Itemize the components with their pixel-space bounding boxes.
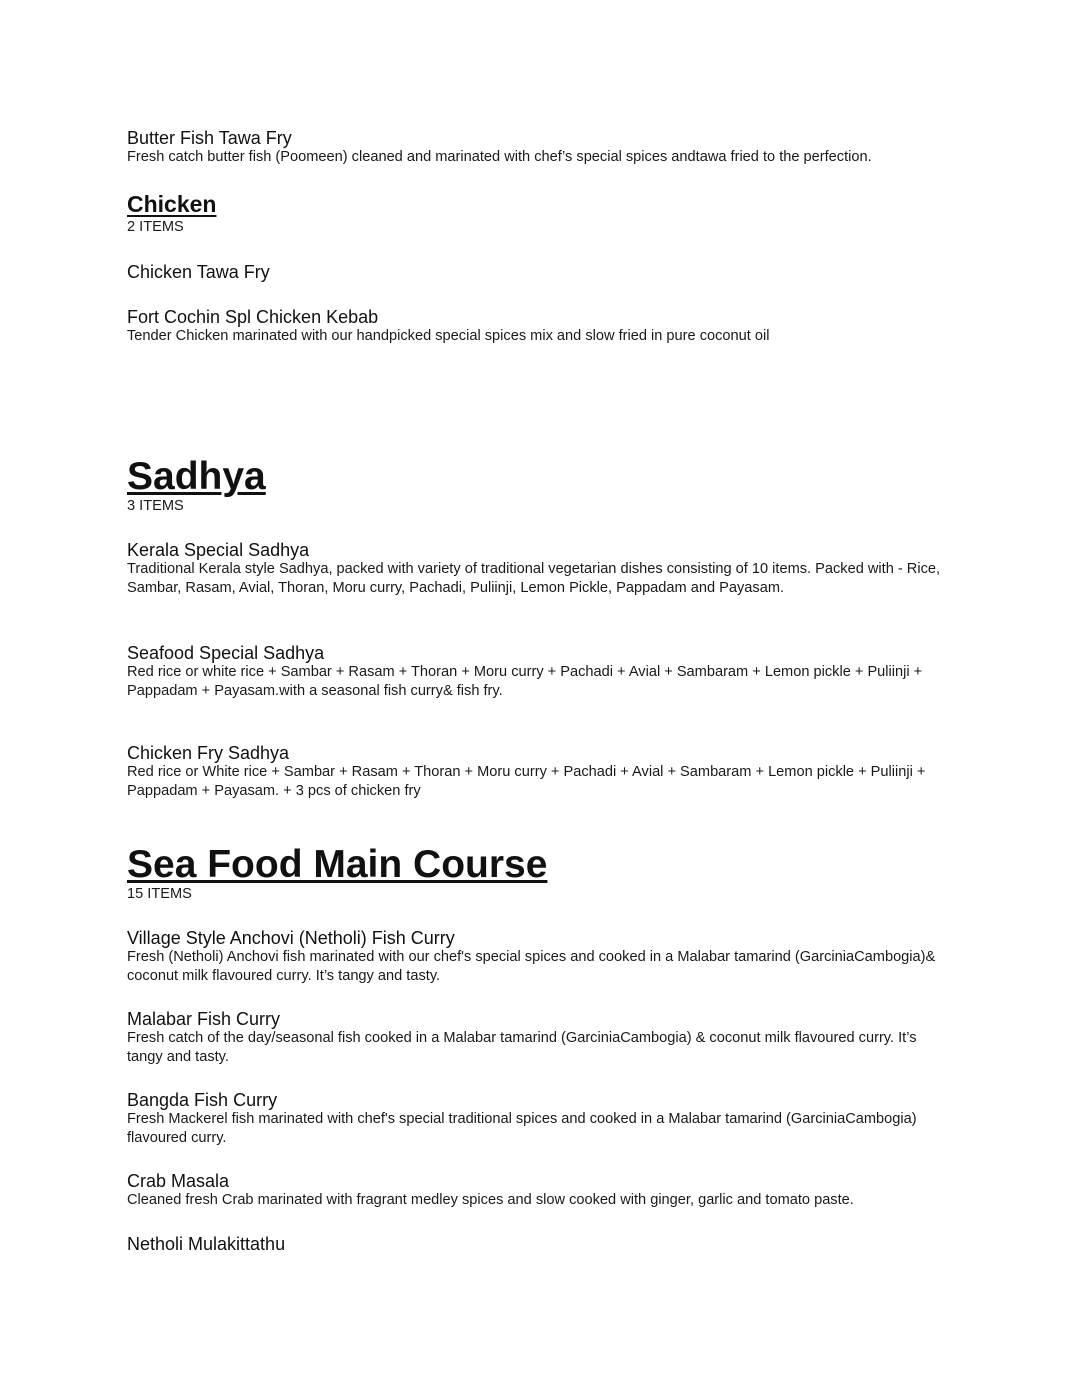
item-name: Netholi Mulakittathu: [127, 1234, 286, 1254]
menu-item-butter-fish: [127, 128, 947, 167]
item-description: Fresh catch of the day/seasonal fish cooked in a Malabar tamarind (GarciniaCambogia) & coconut milk flavoured curry. It’s tangy and tasty.: [127, 1030, 917, 1065]
menu-item-chicken-tawa-fry: [127, 262, 947, 282]
menu-item-kerala-sadhya: [127, 540, 947, 597]
section-title: Sadhya: [127, 455, 266, 498]
section-chicken-header: [127, 191, 947, 236]
menu-item-bangda-fish-curry: [127, 1090, 947, 1147]
item-count: 15 ITEMS: [127, 886, 192, 902]
item-name: Chicken Fry Sadhya: [127, 743, 290, 763]
item-description: Fresh Mackerel fish marinated with chef's special traditional spices and cooked in a Malabar tamarind (GarciniaCambogia) flavoured curry.: [127, 1111, 917, 1146]
item-count: 3 ITEMS: [127, 498, 184, 514]
item-description: Red rice or White rice + Sambar + Rasam + Thoran + Moru curry + Pachadi + Avial + Sambaram + Lemon pickle + Puliinji + Pappadam + Payasam. + 3 pcs of chicken fry: [127, 764, 926, 799]
menu-item-chicken-kebab: [127, 307, 947, 346]
item-name: Fort Cochin Spl Chicken Kebab: [127, 307, 379, 327]
item-name: Butter Fish Tawa Fry: [127, 128, 292, 148]
item-description: Red rice or white rice + Sambar + Rasam + Thoran + Moru curry + Pachadi + Avial + Sambaram + Lemon pickle + Puliinji + Pappadam + Payasam.with a seasonal fish curry& fish fry.: [127, 664, 923, 699]
item-name: Chicken Tawa Fry: [127, 262, 270, 282]
item-description: Fresh (Netholi) Anchovi fish marinated with our chef's special spices and cooked in a Malabar tamarind (GarciniaCambogia)& coconut milk flavoured curry. It’s tangy and tasty.: [127, 949, 936, 984]
item-name: Bangda Fish Curry: [127, 1090, 278, 1110]
menu-item-chicken-fry-sadhya: [127, 743, 947, 800]
item-name: Malabar Fish Curry: [127, 1009, 281, 1029]
item-name: Kerala Special Sadhya: [127, 540, 310, 560]
item-count: 2 ITEMS: [127, 219, 184, 235]
item-description: Tender Chicken marinated with our handpicked special spices mix and slow fried in pure coconut oil: [127, 328, 770, 344]
item-name: Crab Masala: [127, 1171, 230, 1191]
menu-item-crab-masala: [127, 1171, 947, 1210]
section-title: Sea Food Main Course: [127, 843, 548, 886]
item-description: Traditional Kerala style Sadhya, packed with variety of traditional vegetarian dishes consisting of 10 items. Packed with - Rice, Sambar, Rasam, Avial, Thoran, Moru curry, Pachadi, Puliinji, Lemon Pickle, Pappadam and Payasam.: [127, 561, 941, 596]
item-name: Seafood Special Sadhya: [127, 643, 325, 663]
menu-item-anchovi-curry: [127, 928, 947, 985]
menu-item-netholi-mulakittathu: [127, 1234, 947, 1254]
item-name: Village Style Anchovi (Netholi) Fish Curry: [127, 928, 455, 948]
section-title: Chicken: [127, 191, 217, 217]
menu-item-seafood-sadhya: [127, 643, 947, 700]
section-sadhya-header: [127, 456, 947, 515]
section-seafood-header: [127, 844, 947, 903]
item-description: Fresh catch butter fish (Poomeen) cleaned and marinated with chef’s special spices andtawa fried to the perfection.: [127, 149, 872, 165]
item-description: Cleaned fresh Crab marinated with fragrant medley spices and slow cooked with ginger, garlic and tomato paste.: [127, 1192, 854, 1208]
menu-item-malabar-fish-curry: [127, 1009, 947, 1066]
